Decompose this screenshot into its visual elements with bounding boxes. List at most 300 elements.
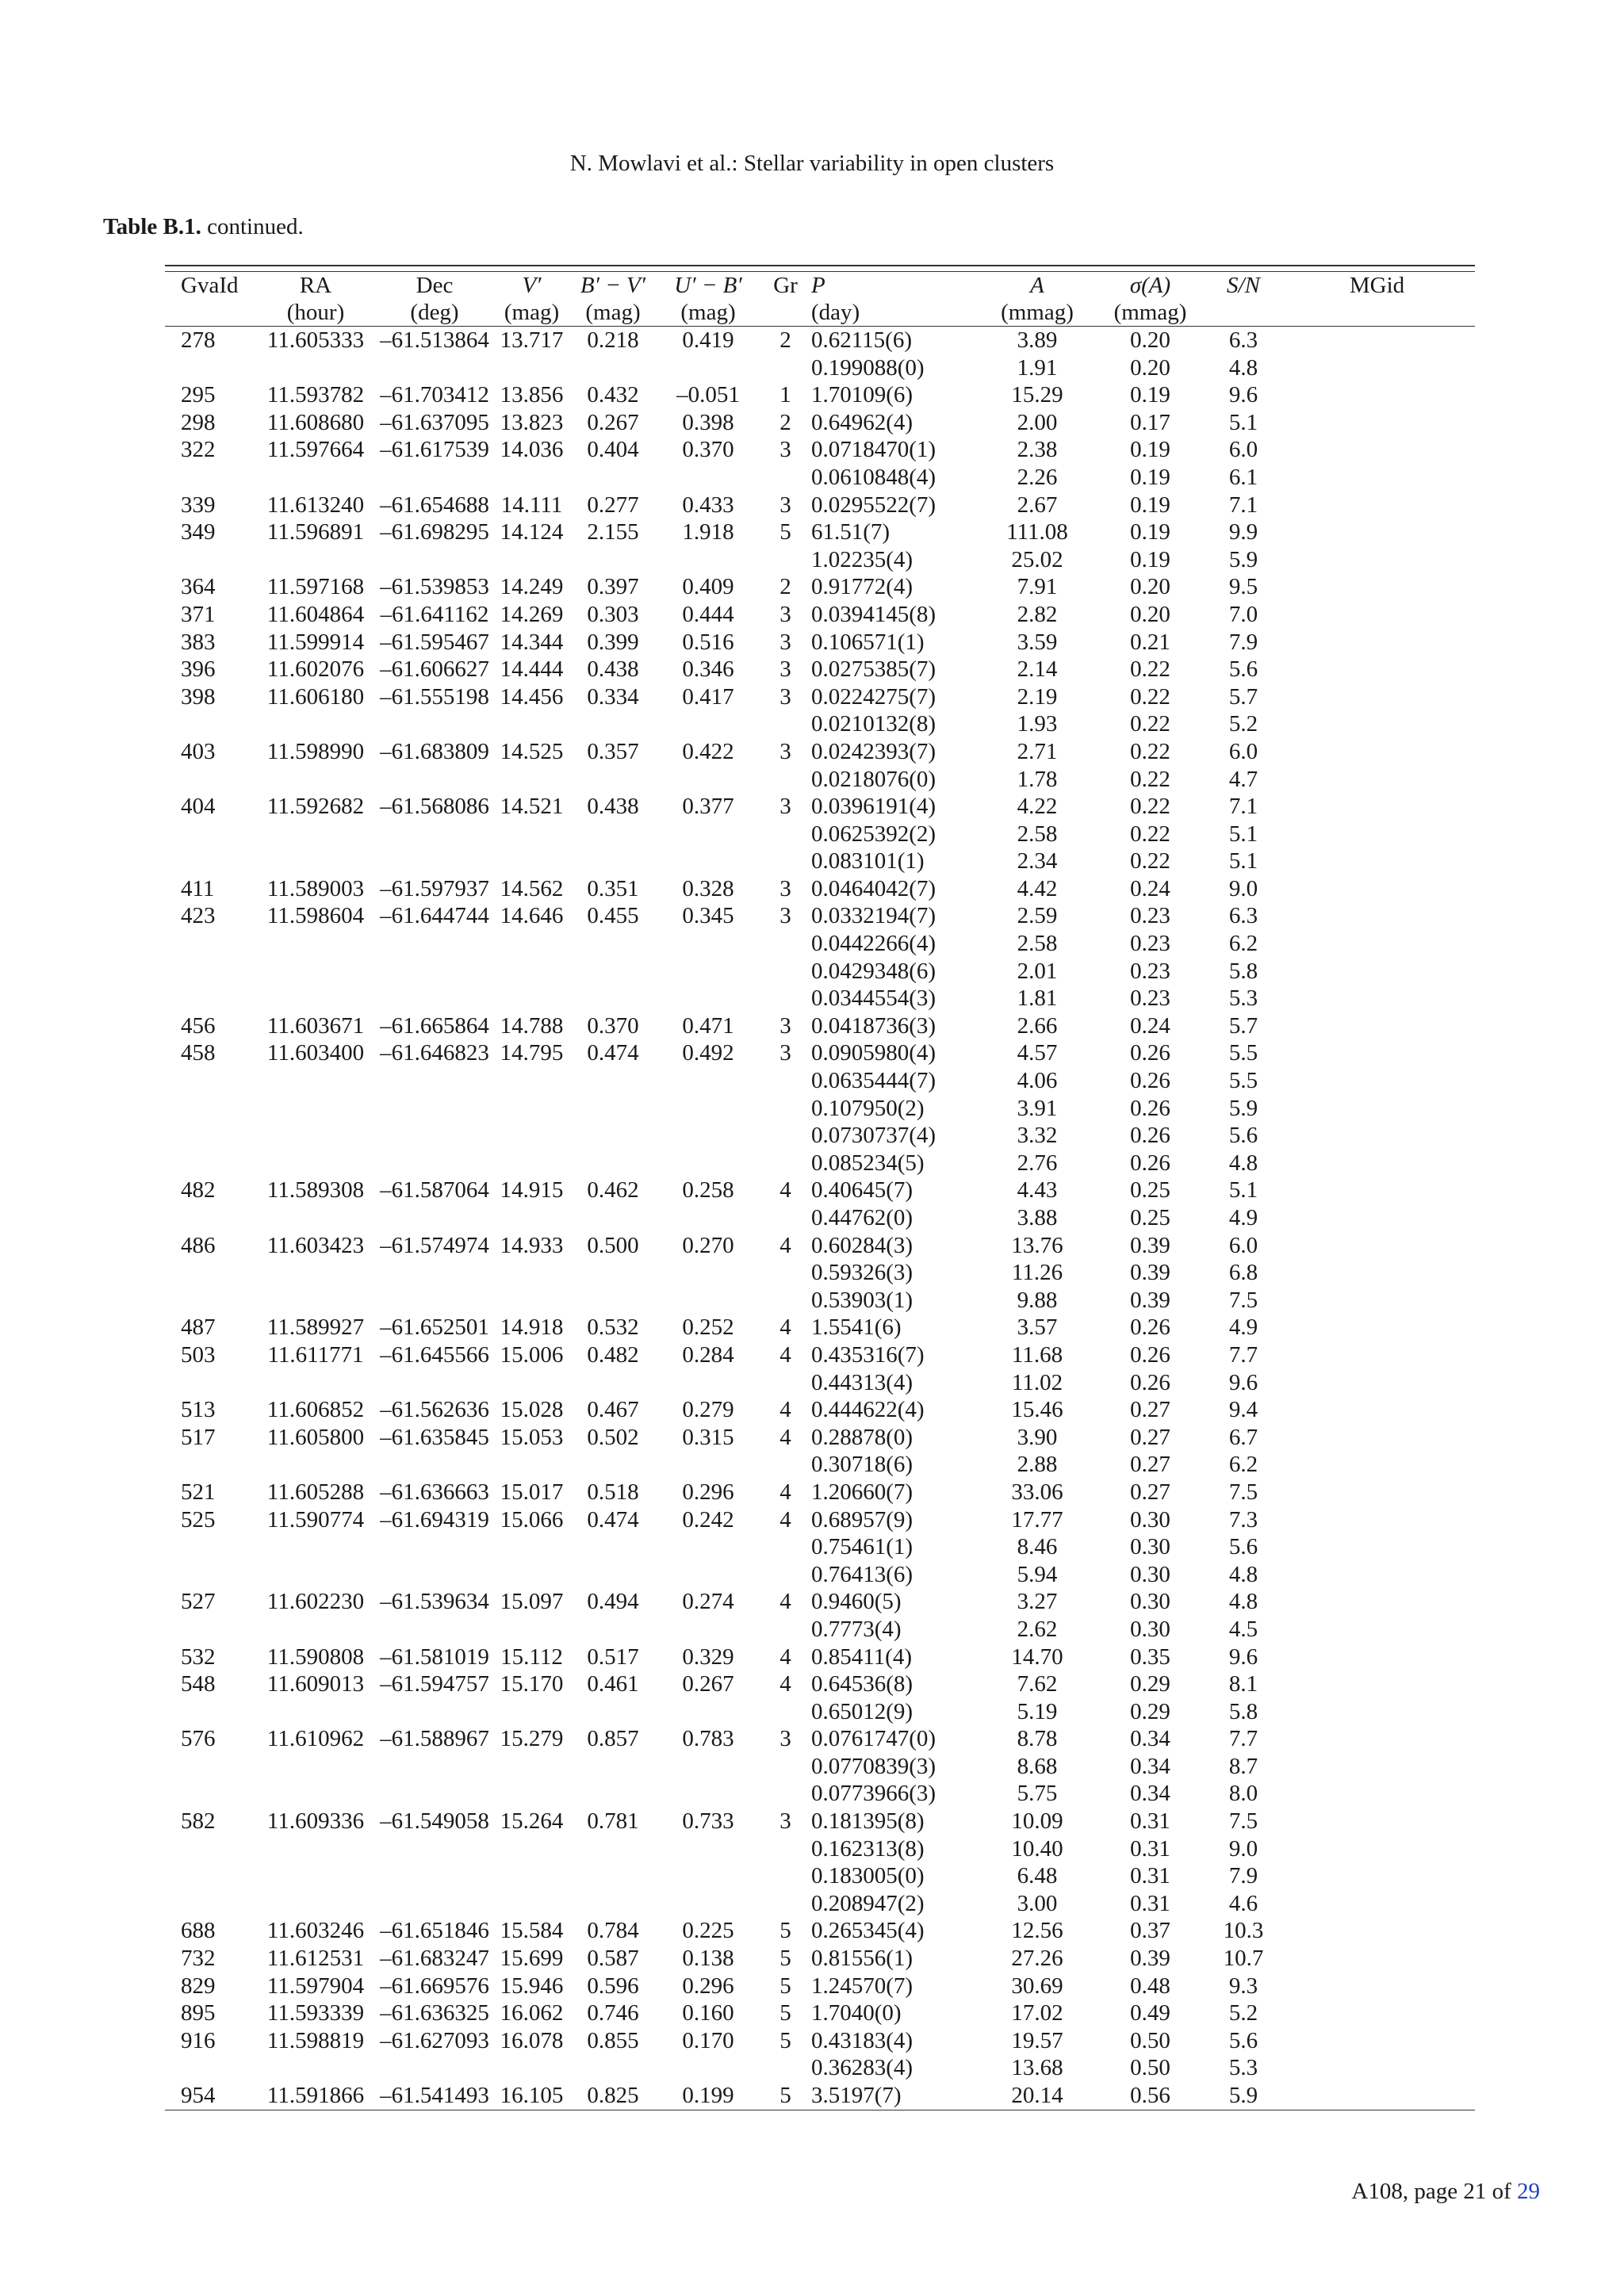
table-cell xyxy=(657,1780,760,1808)
table-cell: 0.0344554(3) xyxy=(811,985,936,1012)
table-cell xyxy=(494,710,569,738)
table-cell: 0.518 xyxy=(587,1479,639,1505)
column-unit: (mmag) xyxy=(982,299,1093,327)
table-cell: 0.0464042(7) xyxy=(811,875,936,901)
table-cell xyxy=(760,1890,811,1918)
table-cell xyxy=(1279,1369,1475,1397)
table-cell: –61.549058 xyxy=(380,1808,489,1835)
table-cell: 14.111 xyxy=(500,492,563,518)
table-cell xyxy=(256,930,375,958)
table-cell: 0.315 xyxy=(682,1424,734,1450)
table-cell xyxy=(375,1122,494,1150)
table-cell xyxy=(569,848,657,875)
table-row xyxy=(165,1067,1475,1095)
table-row xyxy=(165,1479,1475,1506)
table-cell: 15.112 xyxy=(500,1644,563,1670)
table-cell xyxy=(1279,1259,1475,1287)
table-cell xyxy=(657,848,760,875)
table-cell: 0.500 xyxy=(587,1232,639,1258)
table-cell xyxy=(494,930,569,958)
table-cell: 0.59326(3) xyxy=(811,1260,914,1286)
table-cell: 1.02235(4) xyxy=(811,546,914,572)
table-cell: 4.8 xyxy=(1228,1150,1258,1176)
table-cell: 5.6 xyxy=(1228,1123,1258,1149)
table-cell: 0.19 xyxy=(1130,437,1170,463)
table-cell xyxy=(1279,930,1475,958)
table-cell: 527 xyxy=(181,1589,216,1615)
table-cell: 3 xyxy=(779,683,791,710)
table-cell: 0.0429348(6) xyxy=(811,958,936,984)
table-cell xyxy=(256,1616,375,1644)
table-cell: 0.587 xyxy=(587,1946,639,1972)
table-cell xyxy=(1279,573,1475,601)
table-row xyxy=(165,629,1475,656)
table-cell: 0.267 xyxy=(587,409,639,435)
table-cell: –61.636663 xyxy=(380,1479,489,1505)
table-cell: –61.627093 xyxy=(380,2027,489,2053)
table-cell: 0.183005(0) xyxy=(811,1863,925,1889)
table-cell: 5.2 xyxy=(1228,2000,1258,2026)
table-row xyxy=(165,1424,1475,1452)
table-cell xyxy=(1279,601,1475,629)
table-cell: 0.91772(4) xyxy=(811,574,914,600)
table-cell: 0.296 xyxy=(682,1479,734,1505)
table-row xyxy=(165,1341,1475,1369)
table-cell: 3 xyxy=(779,656,791,683)
table-cell: 0.39 xyxy=(1130,1287,1170,1313)
table-cell: 7.7 xyxy=(1228,1726,1258,1752)
table-cell: 0.334 xyxy=(587,683,639,710)
table-cell: 17.77 xyxy=(1011,1506,1063,1533)
table-cell xyxy=(569,1862,657,1890)
table-cell: –61.635845 xyxy=(380,1424,489,1450)
table-cell: 5.6 xyxy=(1228,1534,1258,1560)
table-cell xyxy=(760,1095,811,1123)
table-cell xyxy=(165,1753,256,1781)
table-cell: 3 xyxy=(779,1726,791,1752)
table-cell: 0.0761747(0) xyxy=(811,1726,936,1752)
table-cell: 25.02 xyxy=(1011,546,1063,572)
table-cell: 383 xyxy=(181,629,216,655)
table-cell: 0.26 xyxy=(1130,1095,1170,1121)
table-cell: 295 xyxy=(181,382,216,408)
table-cell xyxy=(657,2054,760,2082)
table-cell: 8.7 xyxy=(1228,1753,1258,1779)
table-cell xyxy=(569,710,657,738)
table-cell: 13.76 xyxy=(1011,1232,1063,1258)
table-cell: 14.269 xyxy=(500,601,564,627)
table-cell: 7.5 xyxy=(1228,1808,1258,1835)
table-cell: 0.404 xyxy=(587,437,639,463)
table-cell: 5.2 xyxy=(1228,711,1258,737)
table-cell: 15.097 xyxy=(500,1589,564,1615)
table-cell: 5 xyxy=(779,2083,791,2108)
table-cell: 0.31 xyxy=(1130,1835,1170,1862)
table-cell xyxy=(760,1533,811,1561)
table-cell: 0.9460(5) xyxy=(811,1589,902,1615)
table-cell xyxy=(256,1451,375,1479)
table-cell: 4 xyxy=(779,1341,791,1368)
table-cell xyxy=(256,1287,375,1314)
table-cell: 0.30 xyxy=(1130,1534,1170,1560)
table-cell: 0.22 xyxy=(1130,848,1170,874)
table-cell: 0.39 xyxy=(1130,1232,1170,1258)
table-cell: –61.665864 xyxy=(380,1012,489,1039)
table-cell xyxy=(657,464,760,492)
table-cell: 5.9 xyxy=(1228,2083,1258,2108)
table-cell xyxy=(760,546,811,574)
table-cell: 0.60284(3) xyxy=(811,1232,914,1258)
table-cell: 5.1 xyxy=(1228,848,1258,874)
table-cell: 0.409 xyxy=(682,574,734,600)
table-cell xyxy=(760,1287,811,1314)
table-cell: 5 xyxy=(779,2027,791,2053)
table-cell xyxy=(494,1698,569,1726)
table-cell: 364 xyxy=(181,574,216,600)
table-cell: 9.88 xyxy=(1017,1287,1058,1313)
table-row xyxy=(165,848,1475,875)
table-cell xyxy=(165,1067,256,1095)
table-body xyxy=(165,327,1475,2110)
table-cell: 6.0 xyxy=(1228,1232,1258,1258)
table-cell: 0.303 xyxy=(587,601,639,627)
table-cell: 3.91 xyxy=(1017,1095,1058,1121)
table-cell: –61.562636 xyxy=(380,1397,489,1423)
table-cell xyxy=(165,848,256,875)
table-cell: 0.24 xyxy=(1130,1012,1170,1039)
table-cell: 0.23 xyxy=(1130,903,1170,929)
table-cell: 3 xyxy=(779,492,791,518)
table-cell: 4.9 xyxy=(1228,1205,1258,1230)
table-cell xyxy=(1279,793,1475,821)
table-cell xyxy=(256,2054,375,2082)
table-cell: 15.006 xyxy=(500,1341,564,1368)
column-unit: (mag) xyxy=(657,299,760,327)
table-cell xyxy=(1279,1341,1475,1369)
table-cell xyxy=(494,1259,569,1287)
table-cell: 0.30 xyxy=(1130,1561,1170,1587)
table-cell: 14.788 xyxy=(500,1012,564,1039)
table-cell xyxy=(256,710,375,738)
table-cell xyxy=(375,1451,494,1479)
table-cell: 0.76413(6) xyxy=(811,1561,914,1587)
table-cell xyxy=(165,1698,256,1726)
table-cell: 3 xyxy=(779,437,791,463)
table-cell xyxy=(165,985,256,1012)
table-cell xyxy=(1279,1753,1475,1781)
table-cell xyxy=(165,1095,256,1123)
table-row xyxy=(165,985,1475,1012)
table-cell: 11.589003 xyxy=(266,875,365,901)
table-cell xyxy=(494,1287,569,1314)
table-cell: 0.242 xyxy=(682,1506,734,1533)
table-cell xyxy=(569,1753,657,1781)
table-row xyxy=(165,2027,1475,2055)
table-cell xyxy=(256,354,375,382)
table-cell xyxy=(1279,1533,1475,1561)
table-cell xyxy=(494,546,569,574)
table-cell: 0.22 xyxy=(1130,821,1170,847)
table-cell: 5.9 xyxy=(1228,1095,1258,1121)
table-cell: 3.57 xyxy=(1017,1314,1058,1341)
table-cell: 7.9 xyxy=(1228,1863,1258,1889)
table-row xyxy=(165,2054,1475,2082)
table-cell: 11.597904 xyxy=(266,1973,365,1999)
table-cell: 2.34 xyxy=(1017,848,1058,874)
table-row xyxy=(165,1835,1475,1863)
table-cell: 0.0773966(3) xyxy=(811,1781,936,1807)
table-cell: 9.9 xyxy=(1228,519,1258,545)
table-cell: 688 xyxy=(181,1918,216,1944)
table-cell: 0.208947(2) xyxy=(811,1890,925,1916)
table-row xyxy=(165,1862,1475,1890)
table-cell: 5.7 xyxy=(1228,1012,1258,1039)
table-cell xyxy=(1279,1396,1475,1424)
table-cell xyxy=(375,546,494,574)
table-cell xyxy=(1279,1122,1475,1150)
table-cell: 11.596891 xyxy=(266,519,365,545)
table-cell: 0.225 xyxy=(682,1918,734,1944)
table-cell: 0.0396191(4) xyxy=(811,794,936,820)
table-cell: 0.20 xyxy=(1130,574,1170,600)
table-cell: 16.078 xyxy=(500,2027,564,2053)
table-cell: 0.433 xyxy=(682,492,734,518)
table-cell xyxy=(760,1561,811,1589)
table-cell: 0.0224275(7) xyxy=(811,683,936,710)
table-cell: 0.516 xyxy=(682,629,734,655)
table-cell: 0.471 xyxy=(682,1012,734,1039)
table-cell xyxy=(1279,327,1475,354)
table-cell: 829 xyxy=(181,1973,216,1999)
table-cell xyxy=(1279,1670,1475,1698)
table-cell: 371 xyxy=(181,601,216,627)
table-cell: 14.124 xyxy=(500,519,564,545)
table-cell: 0.474 xyxy=(587,1040,639,1066)
table-cell xyxy=(165,464,256,492)
table-cell: 2.00 xyxy=(1017,409,1058,435)
table-cell xyxy=(256,464,375,492)
table-cell: 0.64962(4) xyxy=(811,409,914,435)
table-cell: 0.733 xyxy=(682,1808,734,1835)
table-cell: 0.296 xyxy=(682,1973,734,1999)
table-cell: 576 xyxy=(181,1726,216,1752)
table-cell xyxy=(375,1533,494,1561)
table-cell: 30.69 xyxy=(1011,1973,1063,1999)
table-cell xyxy=(1279,985,1475,1012)
table-cell: 487 xyxy=(181,1314,216,1341)
table-cell: 0.0418736(3) xyxy=(811,1012,936,1039)
table-cell: 4.9 xyxy=(1228,1314,1258,1341)
table-cell xyxy=(569,1259,657,1287)
table-cell: 0.328 xyxy=(682,875,734,901)
table-cell: 11.603671 xyxy=(266,1012,365,1039)
table-cell: 0.39 xyxy=(1130,1946,1170,1972)
table-cell xyxy=(1279,1204,1475,1232)
table-cell xyxy=(165,1204,256,1232)
table-row xyxy=(165,1670,1475,1698)
table-cell: 486 xyxy=(181,1232,216,1258)
table-cell xyxy=(1279,1808,1475,1835)
table-cell: 0.0332194(7) xyxy=(811,903,936,929)
table-cell: 0.502 xyxy=(587,1424,639,1450)
table-row xyxy=(165,1122,1475,1150)
table-cell: 482 xyxy=(181,1177,216,1203)
table-cell: 0.85411(4) xyxy=(811,1644,912,1670)
table-cell: 1 xyxy=(779,382,791,408)
column-unit: (deg) xyxy=(375,299,494,327)
column-unit: (mag) xyxy=(494,299,569,327)
table-cell: 11.609013 xyxy=(266,1671,365,1697)
table-row xyxy=(165,1945,1475,1973)
table-cell xyxy=(375,848,494,875)
table-cell: 0.37 xyxy=(1130,1918,1170,1944)
table-cell xyxy=(375,985,494,1012)
table-cell: 15.066 xyxy=(500,1506,564,1533)
table-cell xyxy=(256,546,375,574)
table-cell xyxy=(1279,958,1475,985)
table-cell: 10.40 xyxy=(1011,1835,1063,1862)
table-cell xyxy=(569,930,657,958)
table-cell: 0.22 xyxy=(1130,711,1170,737)
running-head: N. Mowlavi et al.: Stellar variability in open clusters xyxy=(569,151,1055,176)
table-cell: 3 xyxy=(779,794,791,820)
table-cell: 11.599914 xyxy=(266,629,365,655)
table-cell: 6.0 xyxy=(1228,437,1258,463)
table-cell xyxy=(375,1862,494,1890)
table-cell: –61.588967 xyxy=(380,1726,489,1752)
table-cell: 15.29 xyxy=(1011,382,1063,408)
table-cell: 0.75461(1) xyxy=(811,1534,914,1560)
table-cell: 0.44313(4) xyxy=(811,1369,914,1395)
table-cell xyxy=(569,1616,657,1644)
table-cell xyxy=(1279,821,1475,848)
table-cell: 11.611771 xyxy=(267,1341,364,1368)
table-cell: 16.105 xyxy=(500,2083,564,2108)
table-row xyxy=(165,1780,1475,1808)
table-cell: 2.38 xyxy=(1017,437,1058,463)
table-cell: 6.8 xyxy=(1228,1260,1258,1286)
table-cell xyxy=(760,958,811,985)
table-cell xyxy=(256,1533,375,1561)
table-cell xyxy=(165,1533,256,1561)
table-cell: 0.49 xyxy=(1130,2000,1170,2026)
table-cell xyxy=(165,1259,256,1287)
table-cell: 15.053 xyxy=(500,1424,564,1450)
table-cell: 0.218 xyxy=(587,327,639,353)
table-cell xyxy=(760,1862,811,1890)
table-cell xyxy=(1279,1588,1475,1616)
table-cell: 0.438 xyxy=(587,656,639,683)
column-header: GvaId xyxy=(181,273,239,298)
table-cell xyxy=(760,1698,811,1726)
table-cell: 0.68957(9) xyxy=(811,1506,914,1533)
table-cell: 3.32 xyxy=(1017,1123,1058,1149)
table-cell xyxy=(760,1616,811,1644)
table-cell: 11.591866 xyxy=(266,2083,365,2108)
column-unit: (hour) xyxy=(256,299,375,327)
table-cell: 404 xyxy=(181,794,216,820)
column-unit: (day) xyxy=(811,299,982,327)
table-cell xyxy=(569,464,657,492)
table-cell: 0.27 xyxy=(1130,1479,1170,1505)
table-cell xyxy=(1279,1424,1475,1452)
table-cell: 5 xyxy=(779,1973,791,1999)
table-cell: 14.036 xyxy=(500,437,564,463)
table-row xyxy=(165,1917,1475,1945)
table-cell xyxy=(494,985,569,1012)
table-cell xyxy=(165,546,256,574)
total-pages-link[interactable]: 29 xyxy=(1517,2179,1540,2204)
table-cell: 11.606852 xyxy=(266,1397,365,1423)
table-cell: 4.57 xyxy=(1017,1040,1058,1066)
table-cell: –61.595467 xyxy=(380,629,489,655)
table-cell: 0.085234(5) xyxy=(811,1150,925,1176)
table-cell: 4.8 xyxy=(1228,354,1258,381)
table-cell xyxy=(1279,1862,1475,1890)
table-cell: 14.562 xyxy=(500,875,564,901)
table-cell xyxy=(1279,738,1475,766)
table-cell: 3 xyxy=(779,1040,791,1066)
table-cell: 4 xyxy=(779,1589,791,1615)
table-cell xyxy=(760,1150,811,1177)
table-cell: 895 xyxy=(181,2000,216,2026)
table-cell xyxy=(1279,848,1475,875)
table-cell xyxy=(1279,1287,1475,1314)
table-cell xyxy=(1279,1616,1475,1644)
table-cell xyxy=(1279,409,1475,437)
table-cell xyxy=(760,766,811,794)
table-cell: 11.68 xyxy=(1011,1341,1063,1368)
table-cell xyxy=(375,1780,494,1808)
table-cell: 3.90 xyxy=(1017,1424,1058,1450)
table-cell xyxy=(494,1780,569,1808)
table-cell xyxy=(760,848,811,875)
table-cell xyxy=(165,1287,256,1314)
table-cell: 0.20 xyxy=(1130,327,1170,353)
table-row xyxy=(165,492,1475,519)
table-cell: –61.597937 xyxy=(380,875,489,901)
table-row xyxy=(165,354,1475,382)
table-cell: 3 xyxy=(779,1808,791,1835)
table-cell xyxy=(256,1561,375,1589)
table-cell xyxy=(657,1835,760,1863)
table-cell xyxy=(165,354,256,382)
table-cell: 0.284 xyxy=(682,1341,734,1368)
table-cell xyxy=(494,1616,569,1644)
table-cell: 7.1 xyxy=(1228,794,1258,820)
table-cell xyxy=(760,464,811,492)
table-cell: 0.106571(1) xyxy=(811,629,925,655)
table-cell xyxy=(569,821,657,848)
table-cell: 0.346 xyxy=(682,656,734,683)
table-cell: 0.461 xyxy=(587,1671,639,1697)
table-cell: 0.22 xyxy=(1130,683,1170,710)
table-cell xyxy=(1279,2027,1475,2055)
table-cell xyxy=(760,710,811,738)
table-cell: 11.597168 xyxy=(266,574,365,600)
table-cell: 0.492 xyxy=(682,1040,734,1066)
table-cell xyxy=(1279,1973,1475,2000)
table-cell: 0.267 xyxy=(682,1671,734,1697)
table-cell: 0.532 xyxy=(587,1314,639,1341)
table-cell: 3 xyxy=(779,875,791,901)
table-cell: 0.26 xyxy=(1130,1341,1170,1368)
table-cell xyxy=(760,930,811,958)
table-cell xyxy=(657,546,760,574)
table-cell: –61.703412 xyxy=(380,382,489,408)
table-cell: 423 xyxy=(181,903,216,929)
table-cell xyxy=(256,1067,375,1095)
